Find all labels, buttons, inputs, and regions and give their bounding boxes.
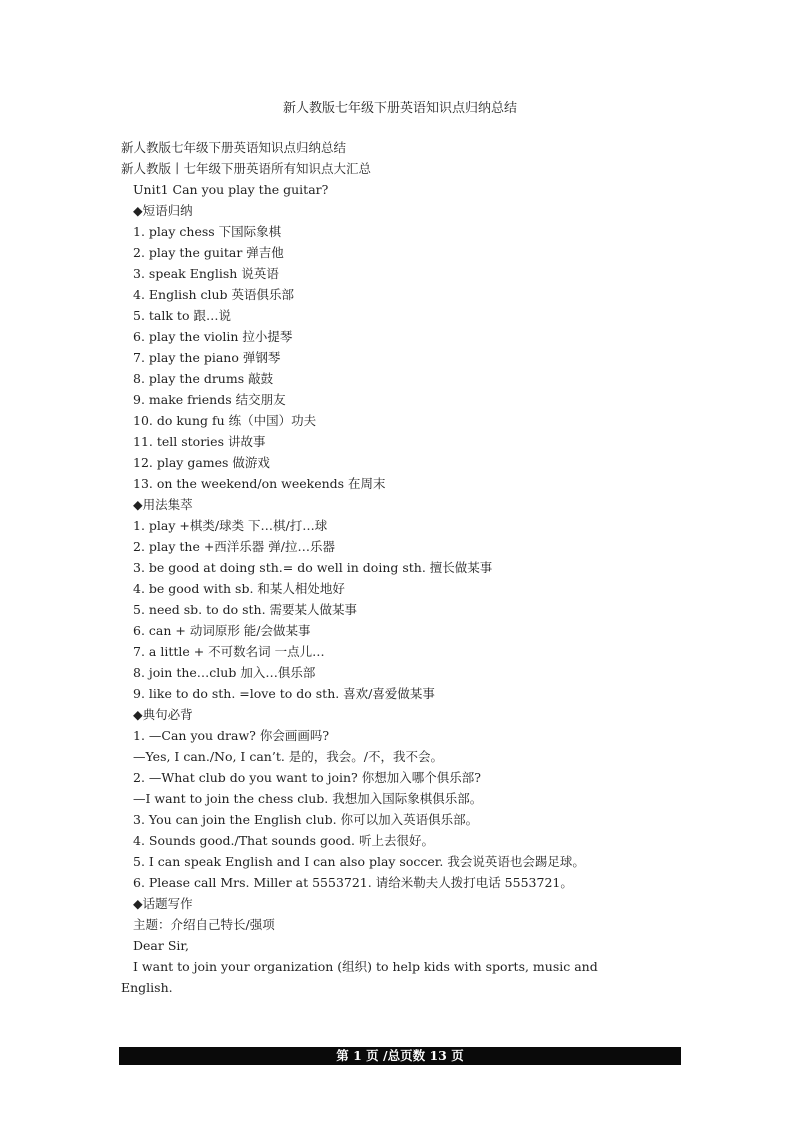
text-line: 3. speak English 说英语 xyxy=(133,266,279,281)
text-line: ◆话题写作 xyxy=(133,896,193,911)
text-line: 8. join the…club 加入…俱乐部 xyxy=(133,665,316,680)
text-line: 新人教版七年级下册英语知识点归纳总结 xyxy=(121,140,347,155)
text-line: Unit1 Can you play the guitar? xyxy=(133,182,329,197)
text-line: I want to join your organization (组织) to help kids with sports, music and xyxy=(133,959,598,974)
text-line: —Yes, I can./No, I can’t. 是的，我会。/不，我不会。 xyxy=(133,749,444,764)
text-line: 5. need sb. to do sth. 需要某人做某事 xyxy=(133,602,358,617)
text-line: ◆用法集萃 xyxy=(133,497,193,512)
document-body xyxy=(121,137,641,998)
text-line: 6. play the violin 拉小提琴 xyxy=(133,329,293,344)
text-line: 1. play chess 下国际象棋 xyxy=(133,224,282,239)
text-line: 4. Sounds good./That sounds good. 听上去很好。 xyxy=(133,833,434,848)
text-line: 7. play the piano 弹钢琴 xyxy=(133,350,281,365)
text-line: 6. Please call Mrs. Miller at 5553721. 请给米勒夫人拨打电话 5553721。 xyxy=(133,875,573,890)
text-line: 5. I can speak English and I can also play soccer. 我会说英语也会踢足球。 xyxy=(133,854,585,869)
text-line: —I want to join the chess club. 我想加入国际象棋俱乐部。 xyxy=(133,791,483,806)
text-line: 8. play the drums 敲鼓 xyxy=(133,371,274,386)
text-line: 12. play games 做游戏 xyxy=(133,455,270,470)
text-line: English. xyxy=(121,980,173,995)
text-line: 4. be good with sb. 和某人相处地好 xyxy=(133,581,345,596)
text-line: 1. —Can you draw? 你会画画吗? xyxy=(133,728,330,743)
text-line: 7. a little + 不可数名词 一点儿… xyxy=(133,644,325,659)
document-title: 新人教版七年级下册英语知识点归纳总结 xyxy=(282,101,517,116)
text-line: 主题：介绍自己特长/强项 xyxy=(133,917,275,932)
text-line: 2. play the guitar 弹吉他 xyxy=(133,245,284,260)
text-line: 13. on the weekend/on weekends 在周末 xyxy=(133,476,386,491)
text-line: 新人教版丨七年级下册英语所有知识点大汇总 xyxy=(121,161,372,176)
text-line: 2. play the +西洋乐器 弹/拉…乐器 xyxy=(133,539,335,554)
text-line: 9. make friends 结交朋友 xyxy=(133,392,286,407)
page-footer xyxy=(119,1047,681,1065)
text-line: 6. can + 动词原形 能/会做某事 xyxy=(133,623,311,638)
text-line: ◆典句必背 xyxy=(133,707,193,722)
text-line: 5. talk to 跟…说 xyxy=(133,308,231,323)
text-line: 2. —What club do you want to join? 你想加入哪个俱乐部? xyxy=(133,770,481,785)
text-line: ◆短语归纳 xyxy=(133,203,193,218)
text-line: 4. English club 英语俱乐部 xyxy=(133,287,295,302)
text-line: 10. do kung fu 练（中国）功夫 xyxy=(133,413,317,428)
text-line: 9. like to do sth. =love to do sth. 喜欢/喜爱做某事 xyxy=(133,686,435,701)
text-line: 3. You can join the English club. 你可以加入英语俱乐部。 xyxy=(133,812,479,827)
text-line: 1. play +棋类/球类 下…棋/打…球 xyxy=(133,518,328,533)
page-number-label: 第 1 页 /总页数 13 页 xyxy=(336,1048,464,1063)
text-line: 3. be good at doing sth.= do well in doing sth. 擅长做某事 xyxy=(133,560,493,575)
text-line: 11. tell stories 讲故事 xyxy=(133,434,266,449)
text-line: Dear Sir, xyxy=(133,938,189,953)
